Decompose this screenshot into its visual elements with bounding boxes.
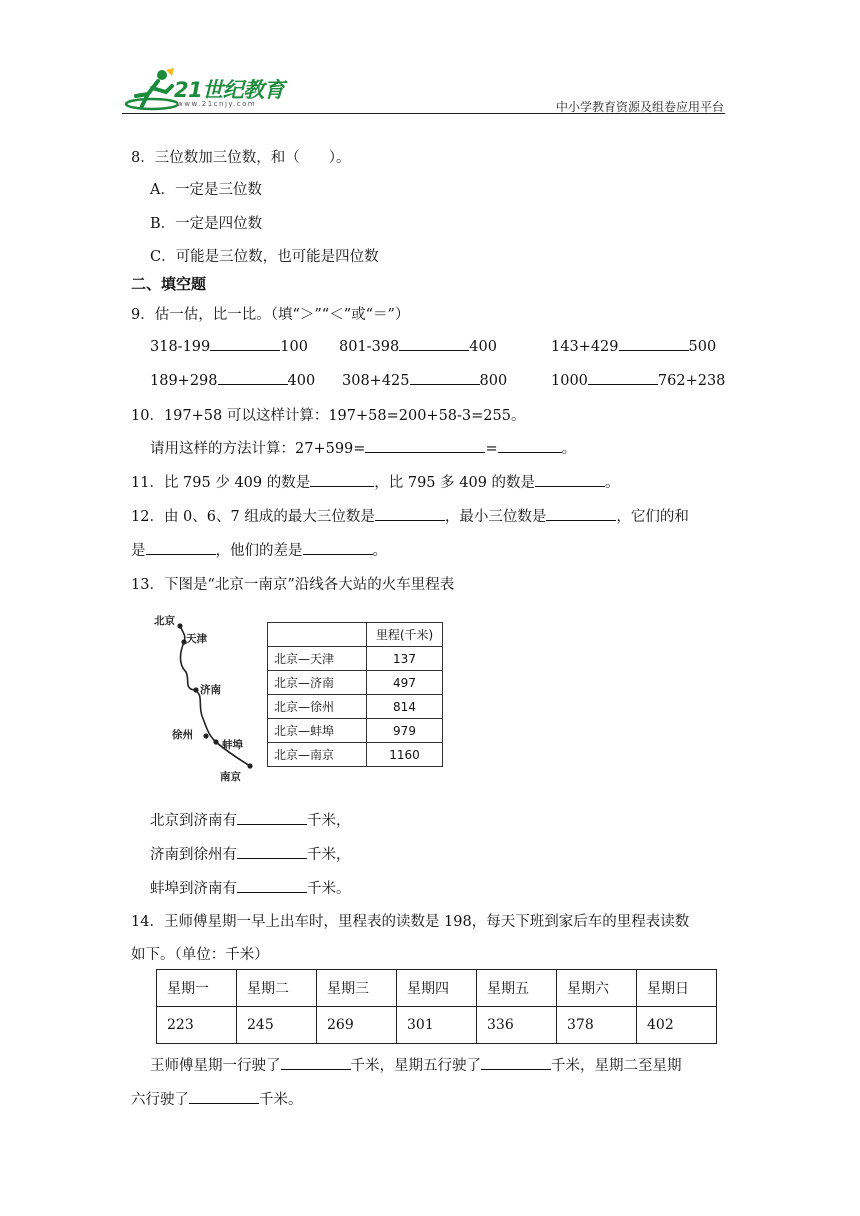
mileage-table xyxy=(267,622,443,767)
q14-blank-2[interactable] xyxy=(481,1055,551,1070)
q13-blank-3[interactable] xyxy=(237,878,307,893)
q8-stem: 8．三位数加三位数，和（ ）。 xyxy=(131,150,351,166)
route-cell: 北京—蚌埠 xyxy=(268,719,367,743)
day-cell: 星期四 xyxy=(397,970,477,1007)
q13-unit: 千米。 xyxy=(307,881,351,897)
day-cell: 星期日 xyxy=(637,970,717,1007)
q9-item-4 xyxy=(150,370,315,389)
km-cell: 497 xyxy=(367,671,443,695)
station-dot-beijing xyxy=(177,623,182,628)
q9-item-6-right: 762+238 xyxy=(657,373,726,389)
table-row xyxy=(268,719,443,743)
q9-item-5 xyxy=(342,370,507,389)
q10-line1: 10．197+58 可以这样计算：197+58=200+58-3=255。 xyxy=(131,408,526,424)
q14-blank-1[interactable] xyxy=(281,1055,351,1070)
reading-cell: 336 xyxy=(477,1007,557,1044)
q9-item-3-right: 500 xyxy=(688,339,717,355)
q12-text-a: 12．由 0、6、7 组成的最大三位数是 xyxy=(131,509,375,525)
odometer-table xyxy=(156,969,717,1044)
q10-text-c: 。 xyxy=(561,441,577,457)
q12-blank-1[interactable] xyxy=(375,506,445,521)
logo-url: www.21cnjy.com xyxy=(177,100,257,108)
logo-text: 21世纪教育 xyxy=(174,78,285,102)
q8-option-b: B．一定是四位数 xyxy=(150,216,263,232)
q9-item-6-left: 1000 xyxy=(551,373,588,389)
q9-item-1-left: 318-199 xyxy=(150,339,211,355)
q11-blank-1[interactable] xyxy=(310,472,374,487)
header-divider xyxy=(122,113,725,114)
reading-cell: 245 xyxy=(237,1007,317,1044)
q9-item-3 xyxy=(551,336,716,355)
table-header-cell: 里程(千米) xyxy=(367,623,443,647)
railway-route-map xyxy=(150,612,262,788)
q8-option-a: A．一定是三位数 xyxy=(150,182,262,198)
q11-text-c: 。 xyxy=(605,475,620,491)
table-row xyxy=(268,671,443,695)
q11-text-b: ，比 795 多 409 的数是 xyxy=(374,475,536,491)
q13-unit: 千米， xyxy=(307,813,351,829)
table-row xyxy=(157,1007,717,1044)
day-cell: 星期五 xyxy=(477,970,557,1007)
km-cell: 814 xyxy=(367,695,443,719)
platform-name: 中小学教育资源及组卷应用平台 xyxy=(555,100,724,114)
route-cell: 北京—南京 xyxy=(268,743,367,767)
q9-item-2-blank[interactable] xyxy=(399,336,469,351)
q11-blank-2[interactable] xyxy=(535,472,605,487)
q9-item-5-blank[interactable] xyxy=(410,370,480,385)
q13-answer-1 xyxy=(150,809,351,830)
q9-item-2-left: 801-398 xyxy=(339,339,400,355)
q10-blank-1[interactable] xyxy=(365,438,485,453)
station-label-tianjin: 天津 xyxy=(186,633,207,645)
q14-text-c: 千米，星期二至星期 xyxy=(551,1058,682,1074)
day-cell: 星期三 xyxy=(317,970,397,1007)
station-dot-nanjing xyxy=(247,763,252,768)
runner-logo-icon xyxy=(122,66,178,112)
q9-item-2-right: 400 xyxy=(469,339,497,355)
section-title: 二、填空题 xyxy=(131,275,207,293)
q9-stem: 9．估一估，比一比。（填“＞”“＜”或“＝”） xyxy=(131,307,410,323)
q13-blank-2[interactable] xyxy=(237,844,307,859)
table-row xyxy=(268,695,443,719)
q8-option-c: C．可能是三位数，也可能是四位数 xyxy=(150,249,379,265)
q9-item-5-right: 800 xyxy=(479,373,508,389)
q14-answer-line2 xyxy=(131,1088,303,1109)
q14-line2: 如下。（单位：千米） xyxy=(131,947,269,963)
q14-text-a: 王师傅星期一行驶了 xyxy=(150,1058,281,1074)
q14-line1: 14．王师傅星期一早上出车时，里程表的读数是 198，每天下班到家后车的里程表读数 xyxy=(131,914,690,930)
km-cell: 137 xyxy=(367,647,443,671)
q14-text-b: 千米，星期五行驶了 xyxy=(350,1058,481,1074)
table-row xyxy=(268,743,443,767)
route-cell: 北京—济南 xyxy=(268,671,367,695)
route-cell: 北京—徐州 xyxy=(268,695,367,719)
q13-stem: 13．下图是“北京一南京”沿线各大站的火车里程表 xyxy=(131,577,455,593)
q12-blank-3[interactable] xyxy=(146,540,216,555)
q12-text-d: 是 xyxy=(131,543,146,559)
site-logo xyxy=(122,66,292,114)
q12-blank-4[interactable] xyxy=(303,540,373,555)
station-label-nanjing: 南京 xyxy=(220,771,241,783)
reading-cell: 223 xyxy=(157,1007,237,1044)
q12-text-f: 。 xyxy=(372,543,387,559)
table-row xyxy=(268,623,443,647)
km-cell: 979 xyxy=(367,719,443,743)
q9-item-3-left: 143+429 xyxy=(551,339,619,355)
q11 xyxy=(131,471,620,492)
day-cell: 星期六 xyxy=(557,970,637,1007)
q9-item-5-left: 308+425 xyxy=(342,373,410,389)
q9-item-4-right: 400 xyxy=(287,373,316,389)
q10-text-b: = xyxy=(485,441,498,457)
q9-item-4-left: 189+298 xyxy=(150,373,218,389)
q13-text: 北京到济南有 xyxy=(150,813,237,829)
day-cell: 星期二 xyxy=(237,970,317,1007)
q9-item-6 xyxy=(551,370,725,389)
station-dot-bengbu xyxy=(213,739,218,744)
q9-item-3-blank[interactable] xyxy=(619,336,689,351)
station-dot-xuzhou xyxy=(203,733,208,738)
q14-text-d: 六行驶了 xyxy=(131,1092,189,1108)
q9-item-1 xyxy=(150,336,308,355)
q12-text-b: ，最小三位数是 xyxy=(444,509,547,525)
q12-text-c: ，它们的和 xyxy=(616,509,689,525)
q9-item-4-blank[interactable] xyxy=(218,370,288,385)
q13-text: 蚌埠到济南有 xyxy=(150,881,237,897)
q12-line1 xyxy=(131,505,689,526)
q9-item-6-blank[interactable] xyxy=(588,370,658,385)
q12-blank-2[interactable] xyxy=(546,506,616,521)
station-label-beijing: 北京 xyxy=(154,615,175,627)
q13-blank-1[interactable] xyxy=(237,810,307,825)
q13-answer-2 xyxy=(150,843,351,864)
q9-item-2 xyxy=(339,336,497,355)
table-cell xyxy=(268,623,367,647)
q14-answer-line1 xyxy=(150,1054,682,1075)
day-cell: 星期一 xyxy=(157,970,237,1007)
route-cell: 北京—天津 xyxy=(268,647,367,671)
station-label-xuzhou: 徐州 xyxy=(172,729,193,741)
q11-text-a: 11．比 795 少 409 的数是 xyxy=(131,475,311,491)
station-dot-jinan xyxy=(193,687,198,692)
q13-unit: 千米， xyxy=(307,847,351,863)
reading-cell: 402 xyxy=(637,1007,717,1044)
q10-line2 xyxy=(150,437,576,458)
km-cell: 1160 xyxy=(367,743,443,767)
reading-cell: 378 xyxy=(557,1007,637,1044)
q10-text-a: 请用这样的方法计算：27+599= xyxy=(150,441,366,457)
q9-item-1-right: 100 xyxy=(280,339,308,355)
q12-line2 xyxy=(131,539,387,560)
table-row xyxy=(268,647,443,671)
station-label-bengbu: 蚌埠 xyxy=(222,739,243,751)
q13-answer-3 xyxy=(150,877,351,898)
q12-text-e: ，他们的差是 xyxy=(215,543,303,559)
q14-text-e: 千米。 xyxy=(259,1092,303,1108)
reading-cell: 301 xyxy=(397,1007,477,1044)
q9-item-1-blank[interactable] xyxy=(210,336,280,351)
q13-text: 济南到徐州有 xyxy=(150,847,237,863)
station-label-jinan: 济南 xyxy=(200,684,221,696)
q14-blank-3[interactable] xyxy=(189,1089,259,1104)
q10-blank-2[interactable] xyxy=(498,438,562,453)
reading-cell: 269 xyxy=(317,1007,397,1044)
table-row xyxy=(157,970,717,1007)
